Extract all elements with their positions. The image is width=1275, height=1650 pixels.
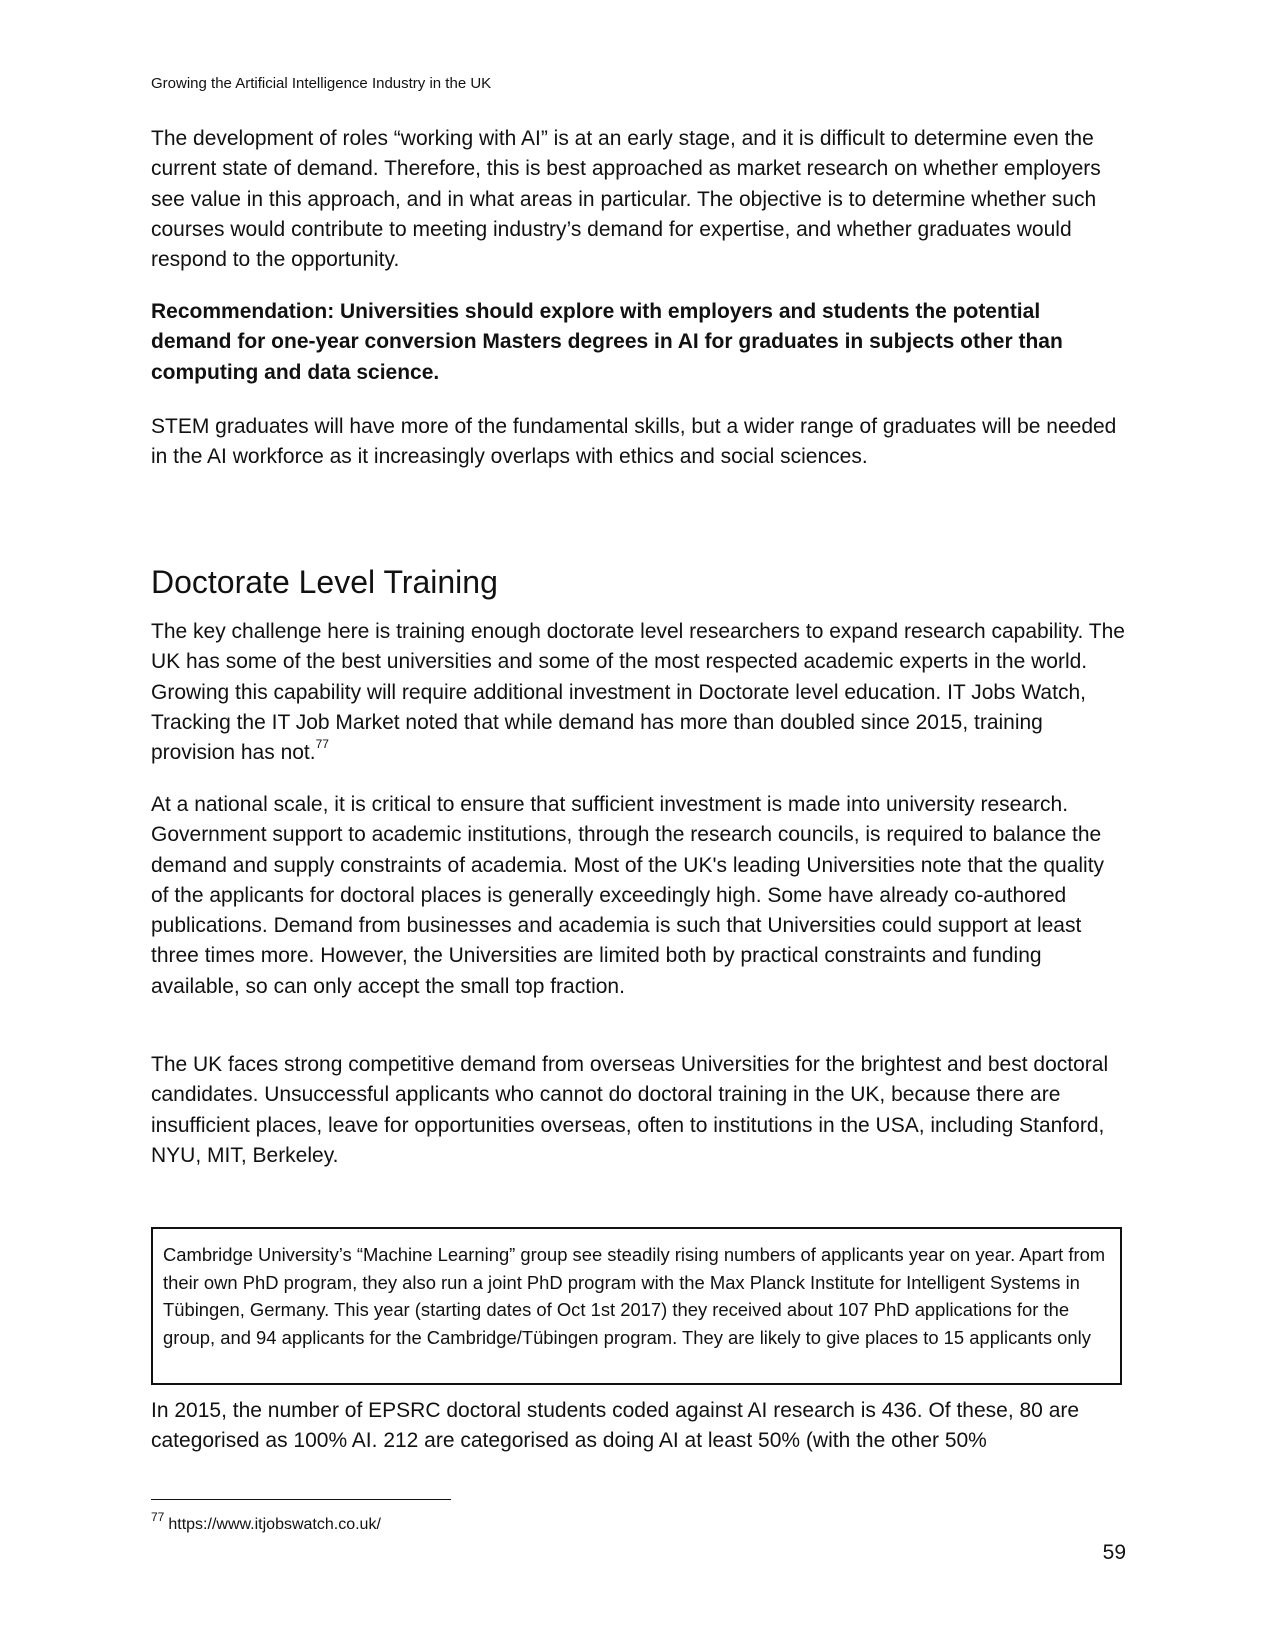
paragraph-key-challenge-text: The key challenge here is training enough doctorate level researchers to expand research capability. The UK has some of the best universities and some of the most respected academic experts in the world. Growing this capability will require additional investment in Doctorate level education. IT Jobs Watch, Tracking the IT Job Market noted that while demand has more than doubled since 2015, training provision has not.: [151, 620, 1125, 765]
footnote-reference[interactable]: 77: [315, 737, 329, 752]
footnote-number: 77: [151, 1510, 165, 1524]
paragraph-key-challenge: [151, 617, 1126, 768]
paragraph-national-scale: At a national scale, it is critical to ensure that sufficient investment is made into university research. Government support to academic institutions, through the research councils, is required to balance the demand and supply constraints of academia. Most of the UK's leading Universities note that the quality of the applicants for doctoral places is generally exceedingly high. Some have already co-authored publications. Demand from businesses and academia is such that Universities could support at least three times more. However, the Universities are limited both by practical constraints and funding available, so can only accept the small top fraction.: [151, 793, 1105, 998]
footnote: [151, 1506, 381, 1536]
document-page: [151, 0, 1126, 1650]
paragraph-stem-graduates: STEM graduates will have more of the fundamental skills, but a wider range of graduates will be needed in the AI workforce as it increasingly overlaps with ethics and social sciences.: [151, 415, 1117, 469]
section-heading: Doctorate Level Training: [151, 564, 498, 600]
recommendation-paragraph: Recommendation: Universities should explore with employers and students the potential demand for one-year conversion Masters degrees in AI for graduates in subjects other than computing and data science.: [151, 300, 1063, 384]
paragraph-ai-roles: The development of roles “working with AI” is at an early stage, and it is difficult to determine even the current state of demand. Therefore, this is best approached as market research on whether employers see value in this approach, and in what areas in particular. The objective is to determine whether such courses would contribute to meeting industry’s demand for expertise, and whether graduates would respond to the opportunity.: [151, 127, 1101, 272]
callout-box: [151, 1227, 1122, 1385]
footnote-link[interactable]: https://www.itjobswatch.co.uk/: [168, 1516, 381, 1533]
running-header: Growing the Artificial Intelligence Industry in the UK: [151, 75, 492, 92]
page-number: 59: [1102, 1541, 1126, 1564]
callout-text: Cambridge University’s “Machine Learning” group see steadily rising numbers of applicants year on year. Apart from their own PhD program, they also run a joint PhD program with the Max Planck Institute for Intelligent Systems in Tübingen, Germany. This year (starting dates of Oct 1st 2017) they received about 107 PhD applications for the group, and 94 applicants for the Cambridge/Tübingen program. They are likely to give places to 15 applicants only: [163, 1244, 1106, 1348]
paragraph-epsrc-students: In 2015, the number of EPSRC doctoral students coded against AI research is 436. Of these, 80 are categorised as 100% AI. 212 are categorised as doing AI at least 50% (with the other 50%: [151, 1399, 1080, 1453]
footnote-divider: [151, 1499, 451, 1500]
paragraph-competitive-demand: The UK faces strong competitive demand from overseas Universities for the brightest and best doctoral candidates. Unsuccessful applicants who cannot do doctoral training in the UK, because there are insufficient places, leave for opportunities overseas, often to institutions in the USA, including Stanford, NYU, MIT, Berkeley.: [151, 1053, 1109, 1167]
